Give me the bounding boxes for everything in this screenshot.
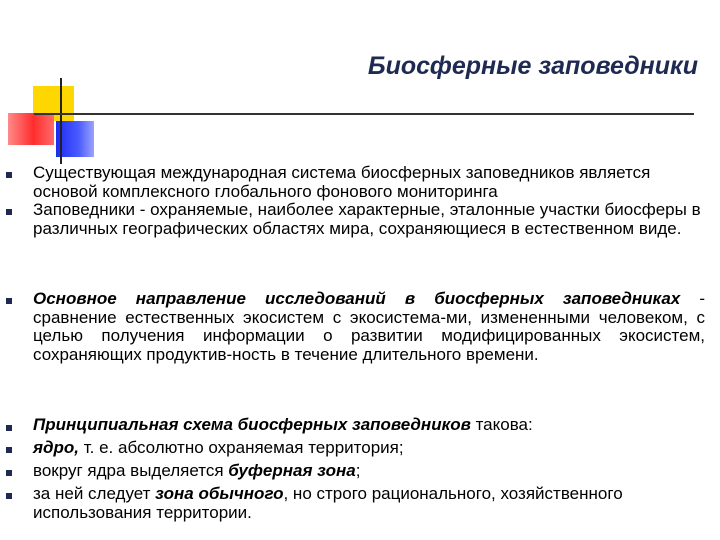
bullet-emphasis: Принципиальная схема биосферных заповедников — [33, 415, 471, 434]
bullet-item-7 — [33, 485, 705, 522]
bullet-text: т. е. абсолютно охраняемая территория; — [79, 438, 404, 457]
bullet-item-1 — [33, 164, 705, 201]
bullet-item-4 — [33, 416, 705, 435]
slide-title: Биосферные заповедники — [367, 52, 698, 80]
bullet-marker — [6, 209, 12, 215]
bullet-text: за ней следует — [33, 484, 156, 503]
bullet-item-6 — [33, 462, 705, 481]
bullet-marker — [6, 172, 12, 178]
bullet-item-3 — [33, 290, 705, 364]
bullet-text: вокруг ядра выделяется — [33, 461, 229, 480]
bullet-emphasis: Основное направление исследований в биосферных заповедниках — [33, 289, 681, 308]
bullet-marker — [6, 493, 12, 499]
bullet-text: такова: — [470, 415, 533, 434]
bullet-text: , но строго рационального, хозяйственного использования территории. — [33, 484, 623, 522]
decor-red-square — [8, 113, 54, 145]
bullet-emphasis: буферная зона — [228, 461, 356, 480]
bullet-item-5 — [33, 439, 705, 458]
decor-vertical-line — [60, 78, 62, 164]
bullet-text: Существующая международная система биосферных заповедников является основой комплексного глобального фонового мониторинга — [33, 163, 651, 201]
bullet-text: - сравнение естественных экосистем с экосистема-ми, измененными человеком, с целью получения информации о развитии модифицированных экосистем, сохраняющих продуктив-ность в течение длительного времени. — [33, 289, 705, 364]
bullet-marker — [6, 298, 12, 304]
bullet-marker — [6, 447, 12, 453]
bullet-emphasis: зона обычного — [155, 484, 284, 503]
bullet-emphasis: ядро, — [33, 438, 80, 457]
title-underline — [34, 113, 694, 115]
bullet-text: Заповедники - охраняемые, наиболее характерные, эталонные участки биосферы в различных географических областях мира, сохраняющиеся в естественном виде. — [33, 200, 701, 238]
bullet-text: ; — [355, 461, 361, 480]
bullet-item-2 — [33, 201, 705, 238]
bullet-marker — [6, 425, 12, 431]
bullet-marker — [6, 470, 12, 476]
